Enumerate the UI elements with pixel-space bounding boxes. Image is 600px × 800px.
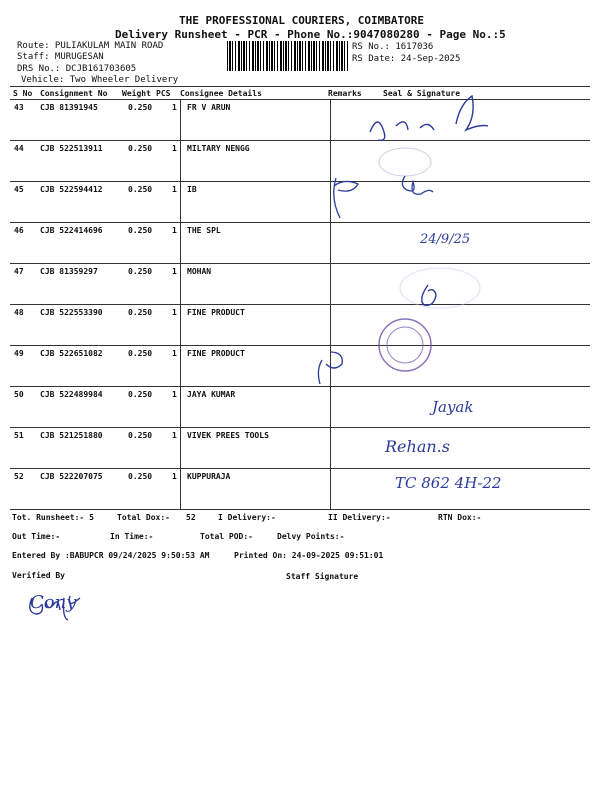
row-consignee: KUPPURAJA [187,472,231,481]
col-pcs: PCS [156,89,171,98]
row-pcs: 1 [172,185,177,194]
signature-47 [422,285,436,305]
row-consignment: CJB 522594412 [40,185,103,194]
staff-label: Staff: MURUGESAN [17,52,104,62]
row-pcs: 1 [172,144,177,153]
row-consignment: CJB 521251880 [40,431,103,440]
col-consignment: Consignment No [40,89,108,98]
row-consignee: FINE PRODUCT [187,308,245,317]
row-sno: 46 [14,226,24,235]
row-consignment: CJB 522651082 [40,349,103,358]
stamp-44 [379,148,431,176]
rs-date: RS Date: 24-Sep-2025 [352,54,461,64]
row-pcs: 1 [172,226,177,235]
signature-43 [370,96,488,140]
row-consignee: VIVEK PREES TOOLS [187,431,269,440]
row-consignee: THE SPL [187,226,221,235]
row-consignee: FR V ARUN [187,103,231,112]
row-consignment: CJB 522414696 [40,226,103,235]
row-sno: 48 [14,308,24,317]
row-pcs: 1 [172,431,177,440]
row-consignee: MOHAN [187,267,212,276]
handwritten-date-46: 24/9/25 [420,232,471,247]
out-time: Out Time:- [12,532,61,541]
row-sno: 49 [14,349,24,358]
row-sno: 45 [14,185,24,194]
row-weight: 0.250 [128,226,153,235]
i-delivery: I Delivery:- [218,513,276,522]
row-pcs: 1 [172,349,177,358]
col-sno: S No [13,89,33,98]
entered-by: Entered By :BABUPCR 09/24/2025 9:50:53 AM [12,551,210,560]
staff-signature: Staff Signature [286,572,359,581]
row-sno: 50 [14,390,24,399]
row-consignee: IB [187,185,197,194]
col-consignee: Consignee Details [180,89,262,98]
col-remarks: Remarks [328,89,362,98]
handwritten-verified: Cony [30,592,77,613]
row-sno: 51 [14,431,24,440]
row-weight: 0.250 [128,308,153,317]
ii-delivery: II Delivery:- [328,513,391,522]
stamp-47 [400,268,480,308]
row-consignment: CJB 522553390 [40,308,103,317]
tot-runsheet: Tot. Runsheet:- 5 [12,513,94,522]
company-title: THE PROFESSIONAL COURIERS, COIMBATORE [179,14,425,27]
delvy-points: Delvy Points:- [277,532,345,541]
total-dox-value: 52 [186,513,196,522]
row-sno: 47 [14,267,24,276]
verified-by: Verified By [12,571,65,580]
rtn-dox: RTN Dox:- [438,513,482,522]
row-pcs: 1 [172,472,177,481]
vehicle-label: Vehicle: Two Wheeler Delivery [21,75,179,85]
row-consignment: CJB 81359297 [40,267,98,276]
row-weight: 0.250 [128,144,153,153]
rs-number: RS No.: 1617036 [352,42,434,52]
row-consignment: CJB 522207075 [40,472,103,481]
handwritten-sign-50: Jayak [432,398,474,416]
row-weight: 0.250 [128,267,153,276]
row-weight: 0.250 [128,185,153,194]
handwritten-note-52: TC 862 4H-22 [395,474,502,492]
row-consignee: FINE PRODUCT [187,349,245,358]
in-time: In Time:- [110,532,154,541]
total-pod: Total POD:- [200,532,253,541]
drs-label: DRS No.: DCJB161703605 [17,64,137,74]
printed-on: Printed On: 24-09-2025 09:51:01 [234,551,384,560]
row-sno: 44 [14,144,24,153]
row-consignment: CJB 522489984 [40,390,103,399]
row-sno: 43 [14,103,24,112]
route-label: Route: PULIAKULAM MAIN ROAD [17,41,164,51]
row-sno: 52 [14,472,24,481]
row-consignment: CJB 81391945 [40,103,98,112]
handwritten-sign-51: Rehan.s [385,437,450,456]
row-consignee: JAYA KUMAR [187,390,236,399]
row-weight: 0.250 [128,431,153,440]
row-weight: 0.250 [128,390,153,399]
row-weight: 0.250 [128,103,153,112]
runsheet-title: Delivery Runsheet - PCR - Phone No.:9047080280 - Page No.:5 [115,28,506,41]
row-pcs: 1 [172,390,177,399]
total-dox-label: Total Dox:- [117,513,170,522]
row-consignment: CJB 522513911 [40,144,103,153]
col-weight: Weight [122,89,151,98]
col-seal-signature: Seal & Signature [383,89,461,98]
row-consignee: MILTARY NENGG [187,144,250,153]
signature-45 [334,176,433,218]
row-pcs: 1 [172,103,177,112]
row-pcs: 1 [172,308,177,317]
row-weight: 0.250 [128,472,153,481]
row-weight: 0.250 [128,349,153,358]
row-pcs: 1 [172,267,177,276]
